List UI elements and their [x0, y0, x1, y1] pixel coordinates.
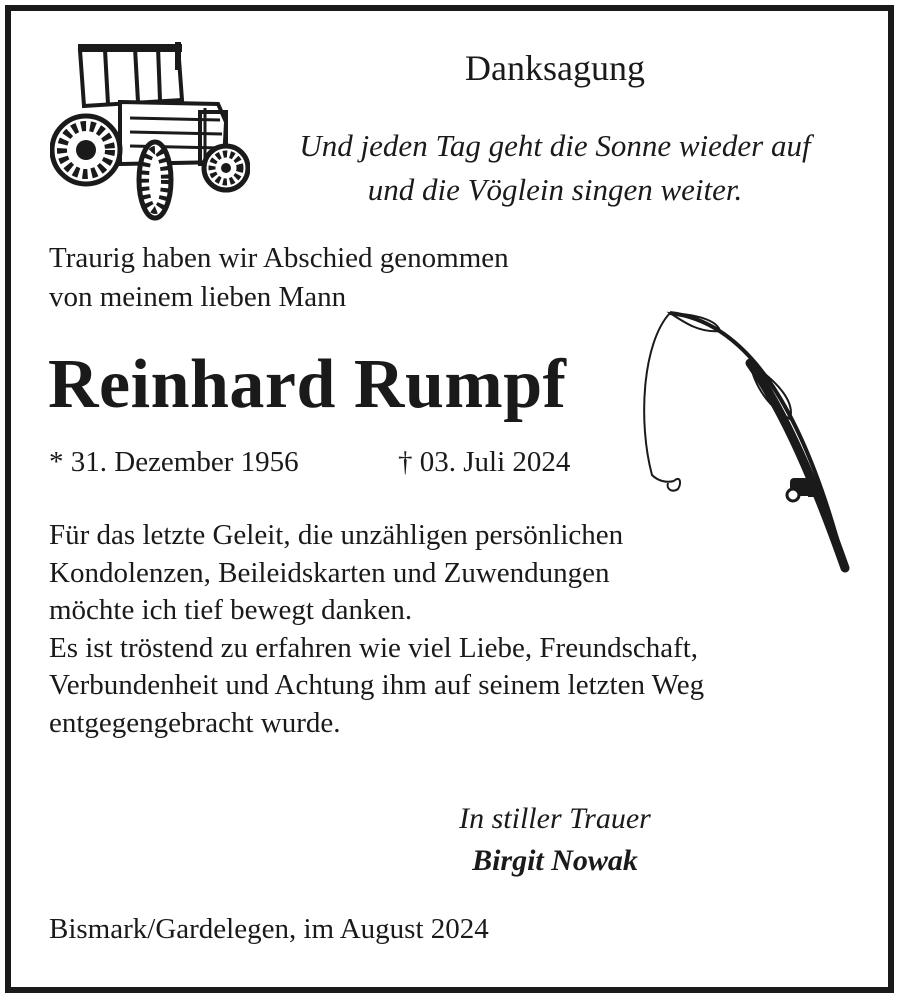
- thanks-line: Es ist tröstend zu erfahren wie viel Liebe, Freundschaft,: [49, 631, 699, 664]
- birth-date: * 31. Dezember 1956: [49, 446, 299, 478]
- signoff-label: In stiller Trauer: [459, 802, 651, 835]
- motto-line: Und jeden Tag geht die Sonne wieder auf: [299, 128, 811, 163]
- thanks-line: Kondolenzen, Beileidskarten und Zuwendungen: [49, 556, 610, 589]
- motto: [0, 124, 899, 212]
- intro-text: [49, 239, 509, 317]
- notice-heading: Danksagung: [465, 48, 645, 88]
- thanks-text: [49, 517, 704, 743]
- thanks-line: entgegengebracht wurde.: [49, 706, 341, 739]
- signoff: [0, 798, 899, 882]
- signoff-name: Birgit Nowak: [472, 844, 638, 877]
- intro-line: von meinem lieben Mann: [49, 281, 347, 313]
- place-date: Bismark/Gardelegen, im August 2024: [49, 913, 489, 945]
- death-date: † 03. Juli 2024: [398, 446, 571, 478]
- intro-line: Traurig haben wir Abschied genommen: [49, 242, 509, 274]
- thanks-line: möchte ich tief bewegt danken.: [49, 594, 413, 627]
- motto-line: und die Vöglein singen weiter.: [367, 172, 743, 207]
- deceased-name: Reinhard Rumpf: [48, 346, 567, 423]
- thanks-line: Verbundenheit und Achtung ihm auf seinem letzten Weg: [49, 669, 705, 702]
- thanks-line: Für das letzte Geleit, die unzähligen persönlichen: [49, 519, 624, 551]
